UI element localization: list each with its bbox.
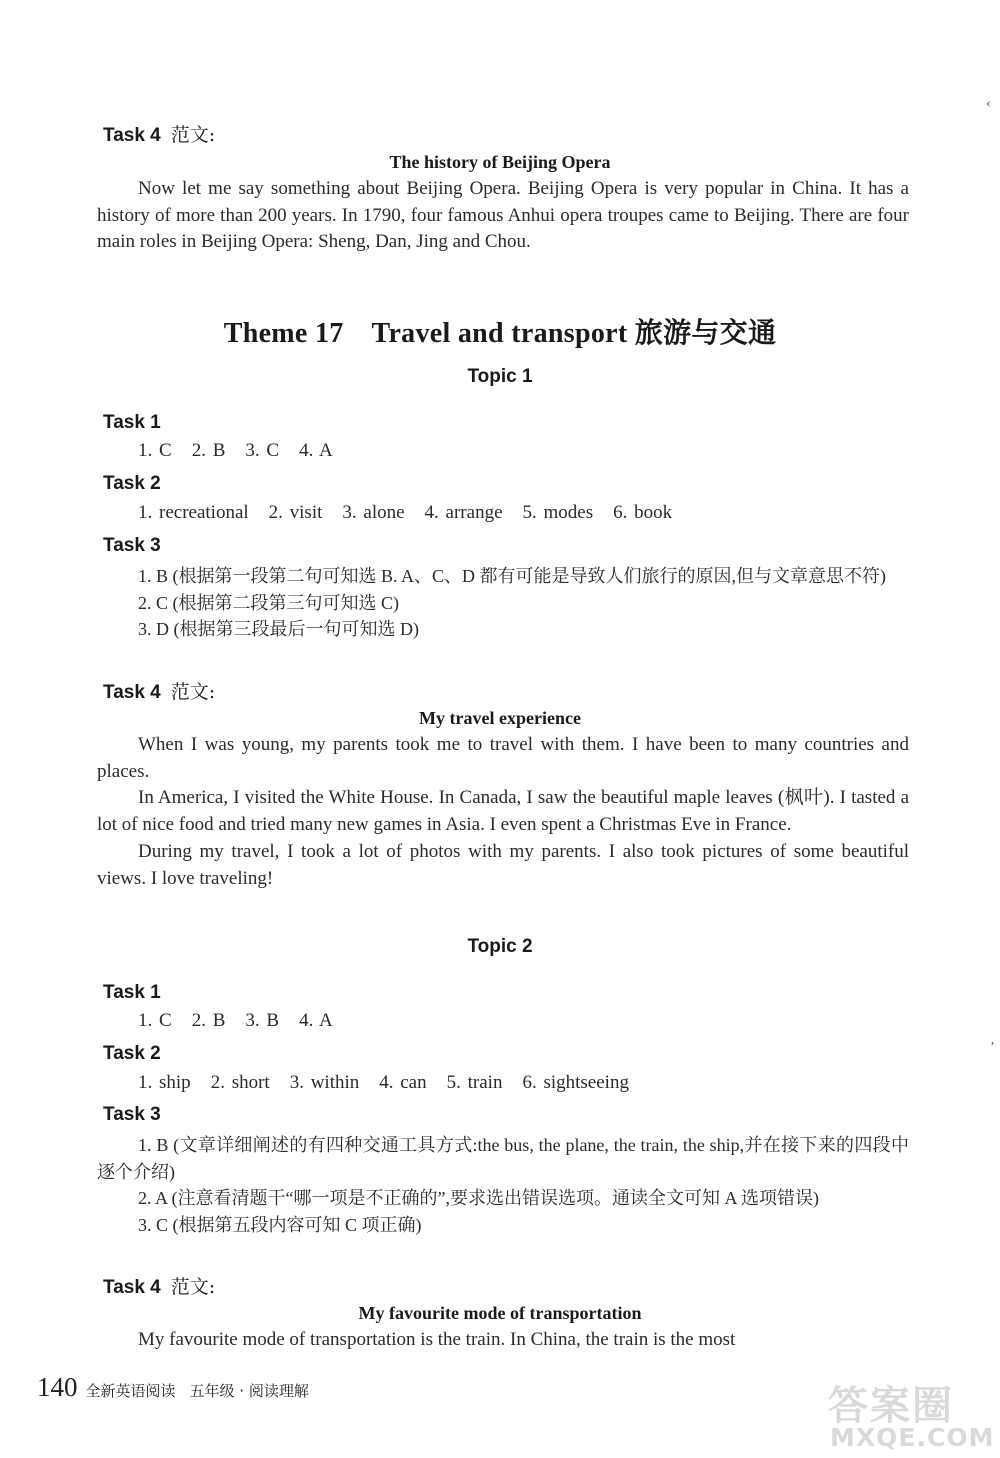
- answer-item: 1. C: [138, 440, 172, 461]
- answer-item: 5. modes: [522, 502, 594, 523]
- sample-essay-label: 范文:: [170, 1276, 216, 1298]
- answer-item: 4. arrange: [424, 502, 503, 523]
- answer-item: 3. alone: [342, 502, 405, 523]
- task2-answers: [138, 1072, 649, 1094]
- answer-item: 3. C: [245, 440, 280, 461]
- answer-item: 4. can: [379, 1072, 427, 1093]
- task1-heading: [103, 982, 161, 1004]
- answer-item: 1. recreational: [138, 502, 249, 523]
- task2-answers: [138, 502, 692, 524]
- task3-heading: [103, 535, 161, 557]
- essay-paragraph: My favourite mode of transportation is the train. In China, the train is the most: [138, 1329, 736, 1350]
- task3-explanations: [97, 563, 909, 643]
- essay-title: My favourite mode of transportation: [358, 1303, 642, 1323]
- explanation-item: 3. D (根据第三段最后一句可知选 D): [138, 619, 419, 639]
- answer-item: 2. short: [210, 1072, 270, 1093]
- task3-explanations: [97, 1132, 909, 1238]
- task-label: Task 4: [103, 125, 161, 146]
- answer-item: 4. A: [299, 440, 333, 461]
- essay-paragraph: When I was young, my parents took me to travel with them. I have been to many countries and places.: [97, 734, 909, 782]
- watermark-logo-text: 答案圈: [828, 1383, 954, 1429]
- task-label: Task 1: [103, 982, 161, 1003]
- essay-body: [97, 176, 909, 256]
- topic-heading: Topic 2: [467, 936, 533, 957]
- essay-paragraph: In America, I visited the White House. In Canada, I saw the beautiful maple leaves (枫叶). I tasted a lot of nice food and tried many new games in Asia. I even spent a Christmas Eve in France.: [97, 787, 909, 836]
- answer-item: 2. B: [191, 1010, 226, 1031]
- explanation-item: 3. C (根据第五段内容可知 C 项正确): [138, 1214, 422, 1235]
- task-label: Task 1: [103, 412, 161, 433]
- task1-heading: [103, 412, 161, 434]
- book-title: 全新英语阅读: [85, 1382, 176, 1400]
- topic-heading: Topic 1: [467, 366, 533, 387]
- watermark: [828, 1374, 995, 1452]
- essay-body: [97, 732, 909, 892]
- theme-number: Theme 17: [223, 318, 344, 349]
- explanation-item: 1. B (文章详细阐述的有四种交通工具方式:the bus, the plane, the train, the ship,并在接下来的四段中逐个介绍): [97, 1135, 909, 1182]
- task4-heading: [103, 120, 215, 147]
- essay-title: My travel experience: [419, 708, 581, 728]
- task-label: Task 2: [103, 473, 161, 494]
- answer-item: 3. B: [245, 1010, 280, 1031]
- task2-heading: [103, 1043, 161, 1065]
- answer-item: 1. ship: [138, 1072, 191, 1093]
- answer-item: 6. sightseeing: [522, 1072, 629, 1093]
- answer-item: 5. train: [446, 1072, 503, 1093]
- page-number: 140: [37, 1372, 78, 1402]
- scan-mark: ‹: [986, 96, 991, 111]
- task-label: Task 3: [103, 1104, 161, 1125]
- task1-answers: [138, 440, 353, 462]
- essay-paragraph: Now let me say something about Beijing Opera. Beijing Opera is very popular in China. It has a history of more than 200 years. In 1790, four famous Anhui opera troupes came to Beijing. There are four main roles in Beijing Opera: Sheng, Dan, Jing and Chou.: [97, 178, 909, 253]
- essay-body: [97, 1327, 909, 1354]
- grade-label: 五年级 · 阅读理解: [189, 1382, 309, 1400]
- task4-heading: [103, 677, 215, 704]
- explanation-item: 2. A (注意看清题干“哪一项是不正确的”,要求选出错误选项。通读全文可知 A 选项错误): [138, 1188, 819, 1208]
- task3-heading: [103, 1104, 161, 1126]
- essay-title: The history of Beijing Opera: [389, 152, 611, 172]
- task-label: Task 4: [103, 682, 161, 703]
- theme-title: Travel and transport 旅游与交通: [371, 318, 777, 349]
- answer-item: 2. visit: [268, 502, 323, 523]
- answer-item: 1. C: [138, 1010, 172, 1031]
- task2-heading: [103, 473, 161, 495]
- essay-paragraph: During my travel, I took a lot of photos with my parents. I also took pictures of some beautiful views. I love traveling!: [97, 840, 909, 889]
- answer-item: 2. B: [191, 440, 226, 461]
- page-footer: [37, 1372, 309, 1403]
- task-label: Task 2: [103, 1043, 161, 1064]
- task-label: Task 3: [103, 535, 161, 556]
- answer-item: 3. within: [289, 1072, 360, 1093]
- explanation-item: 1. B (根据第一段第二句可知选 B. A、C、D 都有可能是导致人们旅行的原因,但与文章意思不符): [138, 566, 887, 586]
- explanation-item: 2. C (根据第二段第三句可知选 C): [138, 592, 399, 613]
- theme-heading: [0, 311, 1000, 351]
- task-label: Task 4: [103, 1277, 161, 1298]
- scan-mark: ’: [990, 1040, 995, 1055]
- watermark-url: MXQE.COM: [830, 1423, 995, 1452]
- sample-essay-label: 范文:: [170, 124, 216, 146]
- task1-answers: [138, 1010, 353, 1032]
- task4-heading: [103, 1272, 215, 1299]
- answer-item: 6. book: [613, 502, 673, 523]
- answer-item: 4. A: [299, 1010, 333, 1031]
- sample-essay-label: 范文:: [170, 681, 216, 703]
